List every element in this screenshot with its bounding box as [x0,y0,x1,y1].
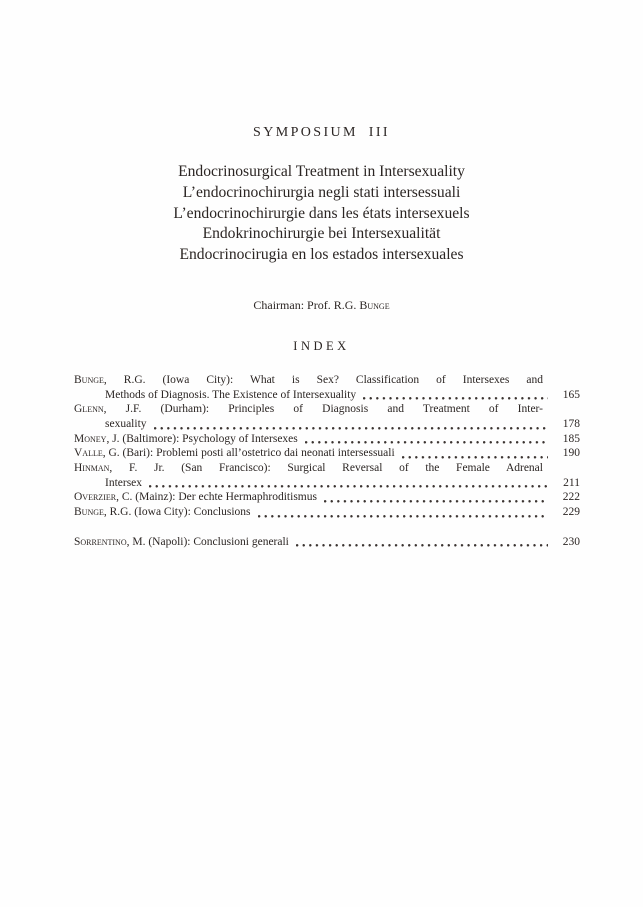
entry-text: Valle, G. (Bari): Problemi posti all’ostetrico dai neonati intersessuali [74,447,395,460]
dot-leader [324,500,548,503]
page-number: 222 [562,491,580,504]
index-entry-line [74,373,543,388]
entry-text: Sorrentino, M. (Napoli): Conclusioni generali [74,535,289,548]
index-entry-line [74,417,580,432]
author-name: Sorrentino [74,535,127,548]
author-name: Valle [74,447,103,460]
author-name: Glenn [74,403,104,416]
entry-text: sexuality [105,418,147,431]
index-entry-line [74,446,580,461]
chairman-label: Chairman: Prof. R.G. [253,297,357,312]
title-line-spanish: Endocrinocirugia en los estados intersexuales [179,246,464,264]
index-entry-line [74,505,580,520]
index-entry-line [74,535,580,550]
index-entry-line [74,402,543,417]
dot-leader [402,456,548,459]
title-line-french: L’endocrinochirurgie dans les états intersexuels [173,204,470,222]
entry-text: Bunge, R.G. (Iowa City): Conclusions [74,506,251,519]
symposium-heading: SYMPOSIUM III [253,125,390,140]
title-line-english: Endocrinosurgical Treatment in Intersexuality [178,163,465,180]
entry-text: Overzier, C. (Mainz): Der echte Hermaphroditismus [74,491,317,504]
index-list [74,373,580,549]
dot-leader [154,427,548,430]
author-name: Money [74,432,107,445]
page-number: 165 [562,388,580,401]
index-entry-line [74,476,580,491]
entry-text: , J.F. (Durham): Principles of Diagnosis and Treatment of Inter- [103,403,543,416]
page-number: 185 [562,432,580,445]
author-name: Overzier [74,491,117,504]
chairman-line [0,299,643,312]
index-entry-line [74,490,580,505]
blank-line [74,520,580,535]
author-name: Bunge [74,373,104,386]
dot-leader [363,397,548,400]
entry-text: Methods of Diagnosis. The Existence of Intersexuality [105,388,357,401]
dot-leader [258,515,548,518]
entry-text: , F. Jr. (San Francisco): Surgical Reversal of the Female Adrenal [109,462,543,475]
index-heading: INDEX [293,338,350,353]
author-name: Bunge [74,506,104,519]
chairman-name: Bunge [359,297,390,312]
title-line-italian: L’endocrinochirurgia negli stati intersessuali [182,183,461,201]
index-entry-line [74,461,543,476]
entry-text: Intersex [105,476,143,489]
dot-leader [149,485,548,488]
title-line-german: Endokrinochirurgie bei Intersexualität [202,225,441,243]
title-block [0,162,643,266]
dot-leader [305,441,548,444]
dot-leader [296,544,548,547]
index-entry-line [74,388,580,403]
entry-text: Money, J. (Baltimore): Psychology of Intersexes [74,432,298,445]
entry-text: , R.G. (Iowa City): What is Sex? Classification of Intersexes and [103,373,543,386]
page-number: 211 [563,476,580,489]
index-entry-line [74,432,580,447]
page-number: 190 [562,447,580,460]
page-number: 229 [562,506,580,519]
page-number: 178 [562,418,580,431]
author-name: Hinman [74,462,110,475]
page-number: 230 [562,535,580,548]
